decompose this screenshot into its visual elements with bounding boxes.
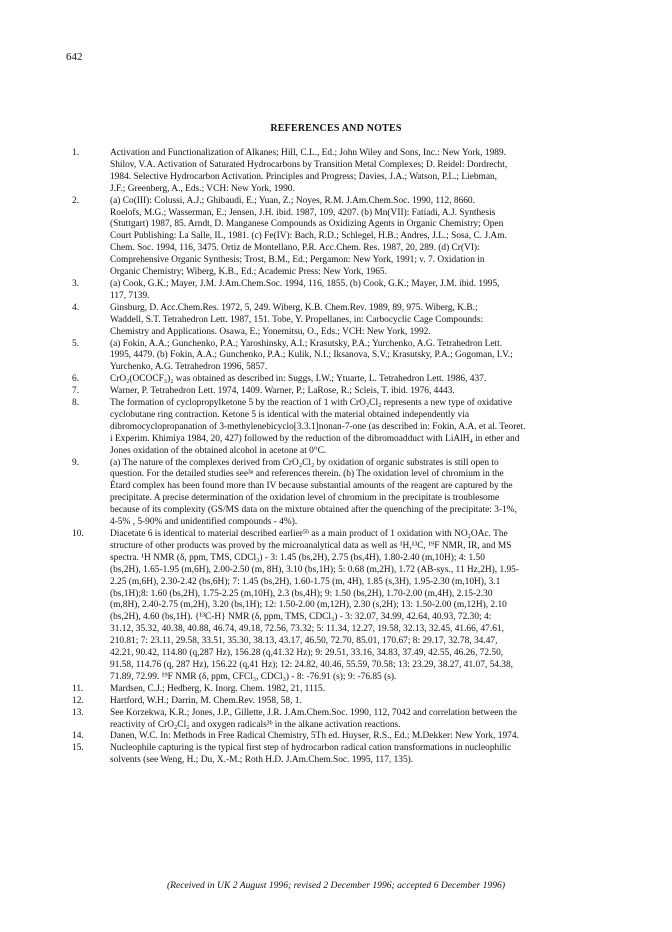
reference-text (110, 708, 594, 732)
reference-item (72, 458, 594, 529)
reference-text (110, 529, 594, 684)
reference-line: 2.25 (m,6H), 2.30-2.42 (bs,6H); 7: 1.45 (bs,2H), 1.60-1.75 (m, 4H), 1.85 (s,3H), 1.95-2.30 (m,10H), 3.1 (110, 576, 501, 587)
reference-text (110, 339, 594, 375)
reference-line: solvents (see Weng, H.; Du, X.-M.; Roth H.D. J.Am.Chem.Soc. 1995, 117, 135). (110, 755, 414, 766)
reference-text (110, 279, 594, 303)
page-number: 642 (66, 51, 83, 63)
reference-line: structure of other products was proved by the microanalytical data as well as ¹H,¹³C, ¹⁹F NMR, IR, and MS (110, 540, 512, 551)
reference-number: 15. (72, 743, 84, 754)
reference-line: (a) Cook, G.K.; Mayer, J.M. J.Am.Chem.Soc. 1994, 116, 1855. (b) Cook, G.K.; Mayer, J.M. ibid. 1995, (110, 278, 500, 289)
reference-item (72, 529, 594, 684)
reference-line: Jones oxidation of the obtained alcohol in acetone at 0°C. (110, 445, 327, 456)
reference-text (110, 731, 594, 743)
reference-item (72, 374, 594, 386)
reference-text (110, 196, 594, 279)
reference-number: 2. (72, 195, 80, 206)
reference-item (72, 684, 594, 696)
reference-item (72, 148, 594, 196)
reference-line: 210.81; 7: 23.11, 29.58, 33.51, 35.30, 38.13, 43.17, 46.50, 72.70, 85.01, 170.67; 8: 29.17, 32.78, 34.47, (110, 636, 498, 647)
reference-line: Étard complex has been found more than IV because substantial amounts of the reagent are captured by the (110, 481, 513, 492)
reference-number: 8. (72, 398, 80, 409)
reference-text (110, 303, 594, 339)
reference-text (110, 398, 594, 458)
reference-line: i Experim. Khimiya 1984, 20, 427) followed by the reduction of the dibromoadduct with LiAlH₄ in ether and (110, 433, 520, 444)
reference-text (110, 743, 594, 767)
reference-number: 6. (72, 374, 80, 385)
reference-line: Danen, W.C. In: Methods in Free Radical Chemistry, 5Th ed. Huyser, R.S., Ed.; M.Dekker: New York, 1974. (110, 731, 519, 742)
reference-line: because of its complexity (GS/MS data on the mixture obtained after the quenching of the precipitate: 3-1%, (110, 505, 517, 516)
reference-line: (Stuttgart) 1987, 85. Arndt, D. Manganese Compounds as Oxidizing Agents in Organic Chemistry; Open (110, 219, 504, 230)
reference-line: Chemistry and Applications. Osawa, E.; Yonemitsu, O., Eds.; VCH: New York, 1992. (110, 326, 431, 337)
reference-line: J.F.; Greenberg, A., Eds.; VCH: New York, 1990. (110, 183, 295, 194)
reference-line: CrO₂(OCOCF₃)₂ was obtained as described in: Suggs, I.W.; Ytuarte, L. Tetrahedron Lett. 1986, 437. (110, 374, 487, 385)
reference-line: (a) The nature of the complexes derived from CrO₂Cl₂ by oxidation of organic substrates is still open to (110, 457, 499, 468)
reference-line: Roelofs, M.G.; Wasserman, E.; Jensen, J.H. ibid. 1987, 109, 4207. (b) Mn(VII): Fatiadi, A.J. Synthesis (110, 207, 496, 218)
reference-line: 42.21, 90.42, 114.80 (q,287 Hz), 156.28 (q,41.32 Hz); 9: 29.51, 33.16, 34.83, 37.49, 42.55, 46.26, 72.50, (110, 648, 504, 659)
reference-line: Ginsburg, D. Acc.Chem.Res. 1972, 5, 249. Wiberg, K.B. Chem.Rev. 1989, 89, 975. Wiberg, K.B.; (110, 302, 478, 313)
received-note: (Received in UK 2 August 1996; revised 2 December 1996; accepted 6 December 1996) (166, 880, 506, 891)
reference-text (110, 684, 594, 696)
reference-line: Comprehensive Organic Synthesis; Trost, B.M., Ed.; Pergamon: New York, 1991; v. 7. Oxidation in (110, 255, 485, 266)
reference-item (72, 696, 594, 708)
reference-line: reactivity of CrO₂Cl₂ and oxygen radicals³ᵇ in the alkane activation reactions. (110, 719, 401, 730)
reference-line: Chem. Soc. 1994, 116, 3475. Ortiz de Montellano, P.R. Acc.Chem. Res. 1987, 20, 289. (d) Cr(VI): (110, 243, 480, 254)
reference-line: 117, 7139. (110, 290, 150, 301)
reference-line: (a) Co(III): Colussi, A.J.; Ghibaudi, E.; Yuan, Z.; Noyes, R.M. J.Am.Chem.Soc. 1990, 112, 8660. (110, 195, 475, 206)
reference-line: See Korzekwa, K.R.; Jones, J.P., Gillette, J.R. J.Am.Chem.Soc. 1990, 112, 7042 and correlation between the (110, 707, 517, 718)
reference-line: (bs,1H);8: 1.60 (bs,2H), 1.75-2.25 (m,10H), 2.3 (bs,4H); 9: 1.50 (bs,2H), 1.70-2.00 (m,4H), 2.15-2.30 (110, 588, 493, 599)
reference-text (110, 386, 594, 398)
reference-text (110, 374, 594, 386)
reference-line: Court Publishing: La Salle, IL, 1981. (c) Fe(IV): Bach, R.D.; Schlegel, H.B.; Andres, J.L.; Sosa, C. J.Am. (110, 231, 507, 242)
reference-line: Diacetate 6 is identical to material described earlier⁵ᵇ as a main product of 1 oxidation with NO₂OAc. The (110, 529, 508, 539)
reference-line: 71.89, 72.99. ¹⁹F NMR (δ, ppm, CFCl₃, CDCl₃) - 8: -76.91 (s); 9: -76.85 (s). (110, 671, 397, 682)
reference-number: 7. (72, 386, 80, 397)
reference-item (72, 731, 594, 743)
reference-number: 11. (72, 683, 84, 694)
reference-line: Nucleophile capturing is the typical first step of hydrocarbon radical cation transformations in nucleophilic (110, 743, 512, 754)
reference-line: 1984. Selective Hydrocarbon Activation. Principles and Progress; Davies, J.A.; Watson, P.L.; Liebman, (110, 171, 498, 182)
reference-line: dibromocyclopropanation of 3-methylenebicyclo[3.3.1]nonan-7-one (as described in: Fokin, A.A. et al. Teoret. (110, 421, 526, 432)
reference-line: Organic Chemistry; Wiberg, K.B., Ed.; Academic Press: New York, 1965. (110, 267, 387, 278)
reference-item (72, 386, 594, 398)
reference-line: (a) Fokin, A.A.; Gunchenko, P.A.; Yaroshinsky, A.I.; Krasutsky, P.A.; Yurchenko, A.G. Tetrahedron Lett. (110, 338, 503, 349)
reference-number: 12. (72, 695, 84, 706)
reference-line: Waddell, S.T. Tetrahedron Lett. 1987, 151. Tobe, Y. Propellanes, in: Carbocyclic Cage Compounds: (110, 314, 484, 325)
reference-line: precipitate. A precise determination of the oxidation level of chromium in the precipitate is troublesome (110, 493, 500, 504)
reference-line: Warner, P. Tetrahedron Lett. 1974, 1409. Warner, P.; LaRose, R.; Scleis, T. ibid. 1976, 4443. (110, 386, 455, 397)
reference-item (72, 279, 594, 303)
reference-line: Activation and Functionalization of Alkanes; Hill, C.L., Ed.; John Wiley and Sons, Inc.: New York, 1989. (110, 148, 507, 158)
reference-number: 4. (72, 302, 80, 313)
reference-line: Mardsen, C.J.; Hedberg, K. Inorg. Chem. 1982, 21, 1115. (110, 683, 326, 694)
reference-line: Shilov, V.A. Activation of Saturated Hydrocarbons by Transition Metal Complexes; D. Reidel: Dordrecht, (110, 159, 508, 170)
reference-line: 31.12, 35.32, 40.38, 40.88, 46.74, 49.18, 72.56, 73.32; 5: 11.34, 12.27, 19.58, 32.13, 32.45, 41.66, 47.61, (110, 624, 504, 635)
reference-line: (bs,2H), 4.60 (bs,1H). {¹³C-H} NMR (δ, ppm, TMS, CDCl₃) - 3: 32.07, 34.99, 42.64, 40.93, 72.30; 4: (110, 612, 492, 623)
reference-item (72, 398, 594, 458)
reference-number: 14. (72, 731, 84, 742)
reference-number: 1. (72, 148, 80, 158)
references-list (72, 148, 594, 767)
reference-line: Yurchenko, A.G. Tetrahedron 1996, 5857. (110, 362, 268, 373)
references-heading: REFERENCES AND NOTES (270, 123, 402, 134)
reference-line: (m,8H), 2.40-2.75 (m,2H), 3.20 (bs,1H); 12: 1.50-2.00 (m,12H), 2.30 (s,2H); 13: 1.50-2.00 (m,12H), 2.10 (110, 600, 507, 611)
reference-item (72, 339, 594, 375)
reference-line: (bs,2H), 1.65-1.95 (m,6H), 2.00-2.50 (m, 8H), 3.10 (bs,1H); 5: 0.68 (m,2H), 1.72 (AB-sys., 11 Hz,2H), 1.95- (110, 564, 519, 575)
reference-item (72, 196, 594, 279)
reference-item (72, 303, 594, 339)
reference-text (110, 696, 594, 708)
reference-line: Hartford, W.H.; Darrin, M. Chem.Rev. 1958, 58, 1. (110, 695, 302, 706)
reference-line: 4-5% , 5-90% and unidentified compounds - 4%). (110, 517, 298, 528)
reference-number: 13. (72, 707, 84, 718)
reference-number: 5. (72, 338, 80, 349)
reference-item (72, 708, 594, 732)
reference-text (110, 148, 594, 196)
reference-line: cyclobutane ring contraction. Ketone 5 is identical with the material obtained independently via (110, 409, 469, 420)
reference-number: 9. (72, 457, 80, 468)
reference-line: 91.58, 114.76 (q, 287 Hz), 156.22 (q,41 Hz); 12: 24.82, 40.46, 55.59, 70.58; 13: 23.29, 38.27, 41.07, 54.38, (110, 659, 514, 670)
reference-text (110, 458, 594, 529)
reference-item (72, 743, 594, 767)
reference-line: 1995, 4479. (b) Fokin, A.A.; Gunchenko, P.A.; Kulik, N.I.; Iksanova, S.V.; Krasutsky, P.A.; Gogoman, I.V.; (110, 350, 513, 361)
reference-line: question. For the detailed studies see³ᵃ and references therein. (b) The oxidation level of chromium in the (110, 469, 504, 480)
reference-line: spectra. ¹H NMR (δ, ppm, TMS, CDCl₃) - 3: 1.45 (bs,2H), 2.75 (bs,4H), 1.80-2.40 (m,10H); 4: 1.50 (110, 552, 485, 563)
reference-number: 10. (72, 529, 84, 539)
reference-number: 3. (72, 278, 80, 289)
reference-line: The formation of cyclopropylketone 5 by the reaction of 1 with CrO₂Cl₂ represents a new type of oxidative (110, 398, 512, 409)
